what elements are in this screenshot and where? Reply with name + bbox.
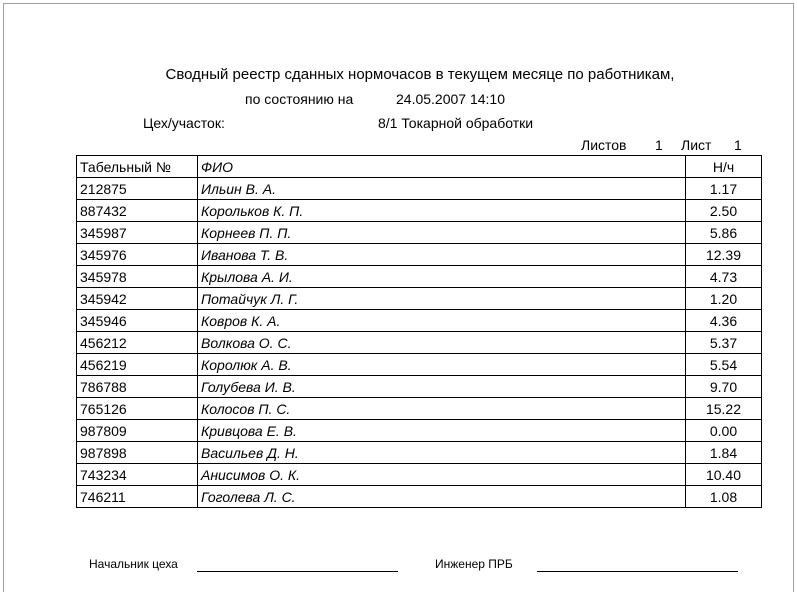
chief-signature-line xyxy=(197,571,398,572)
personnel-number-cell: 765126 xyxy=(77,398,198,420)
table-row xyxy=(77,486,762,508)
table-row xyxy=(77,288,762,310)
norm-hours-cell: 12.39 xyxy=(686,244,762,266)
employee-name-cell: Корнеев П. П. xyxy=(198,222,686,244)
sheet-number-value: 1 xyxy=(734,137,742,153)
table-row xyxy=(77,244,762,266)
employee-name-cell: Кривцова Е. В. xyxy=(198,420,686,442)
table-row xyxy=(77,398,762,420)
column-header-id: Табельный № xyxy=(77,156,198,178)
employee-name-cell: Васильев Д. Н. xyxy=(198,442,686,464)
table-row xyxy=(77,376,762,398)
table-row xyxy=(77,200,762,222)
table-row xyxy=(77,354,762,376)
personnel-number-cell: 345946 xyxy=(77,310,198,332)
norm-hours-cell: 5.86 xyxy=(686,222,762,244)
employee-name-cell: Гоголева Л. С. xyxy=(198,486,686,508)
table-header-row xyxy=(77,156,762,178)
table-row xyxy=(77,178,762,200)
sheets-count-label: Листов xyxy=(581,137,627,153)
chief-signature-label: Начальник цеха xyxy=(89,557,178,571)
employee-name-cell: Иванова Т. В. xyxy=(198,244,686,266)
norm-hours-cell: 1.20 xyxy=(686,288,762,310)
personnel-number-cell: 456219 xyxy=(77,354,198,376)
engineer-signature-line xyxy=(537,571,738,572)
personnel-number-cell: 746211 xyxy=(77,486,198,508)
personnel-number-cell: 345978 xyxy=(77,266,198,288)
sheet-number-label: Лист xyxy=(681,137,712,153)
personnel-number-cell: 743234 xyxy=(77,464,198,486)
column-header-name: ФИО xyxy=(198,156,686,178)
employee-name-cell: Потайчук Л. Г. xyxy=(198,288,686,310)
report-title: Сводный реестр сданных нормочасов в текущем месяце по работникам, xyxy=(165,66,675,83)
personnel-number-cell: 987809 xyxy=(77,420,198,442)
column-header-hours: Н/ч xyxy=(686,156,762,178)
norm-hours-cell: 2.50 xyxy=(686,200,762,222)
norm-hours-cell: 5.37 xyxy=(686,332,762,354)
as-of-label: по состоянию на xyxy=(245,91,354,107)
employee-name-cell: Колосов П. С. xyxy=(198,398,686,420)
norm-hours-cell: 1.08 xyxy=(686,486,762,508)
norm-hours-cell: 0.00 xyxy=(686,420,762,442)
personnel-number-cell: 456212 xyxy=(77,332,198,354)
table-row xyxy=(77,464,762,486)
norm-hours-cell: 4.36 xyxy=(686,310,762,332)
norm-hours-cell: 4.73 xyxy=(686,266,762,288)
personnel-number-cell: 345987 xyxy=(77,222,198,244)
employee-name-cell: Крылова А. И. xyxy=(198,266,686,288)
table-row xyxy=(77,266,762,288)
norm-hours-cell: 10.40 xyxy=(686,464,762,486)
norm-hours-cell: 1.17 xyxy=(686,178,762,200)
personnel-number-cell: 887432 xyxy=(77,200,198,222)
norm-hours-cell: 5.54 xyxy=(686,354,762,376)
department-label: Цех/участок: xyxy=(143,115,225,131)
table-row xyxy=(77,222,762,244)
employee-name-cell: Ковров К. А. xyxy=(198,310,686,332)
employee-name-cell: Волкова О. С. xyxy=(198,332,686,354)
table-row xyxy=(77,442,762,464)
personnel-number-cell: 345942 xyxy=(77,288,198,310)
personnel-number-cell: 212875 xyxy=(77,178,198,200)
personnel-number-cell: 345976 xyxy=(77,244,198,266)
norm-hours-cell: 15.22 xyxy=(686,398,762,420)
department-value: 8/1 Токарной обработки xyxy=(378,115,534,131)
norm-hours-cell: 1.84 xyxy=(686,442,762,464)
employee-name-cell: Ильин В. А. xyxy=(198,178,686,200)
table-row xyxy=(77,420,762,442)
engineer-signature-label: Инженер ПРБ xyxy=(435,557,513,571)
table-row xyxy=(77,310,762,332)
norm-hours-cell: 9.70 xyxy=(686,376,762,398)
employee-name-cell: Голубева И. В. xyxy=(198,376,686,398)
employee-name-cell: Королюк А. В. xyxy=(198,354,686,376)
employee-name-cell: Корольков К. П. xyxy=(198,200,686,222)
registry-table xyxy=(76,155,762,508)
as-of-value: 24.05.2007 14:10 xyxy=(396,91,505,107)
sheets-count-value: 1 xyxy=(655,137,663,153)
personnel-number-cell: 987898 xyxy=(77,442,198,464)
employee-name-cell: Анисимов О. К. xyxy=(198,464,686,486)
personnel-number-cell: 786788 xyxy=(77,376,198,398)
table-body xyxy=(77,178,762,508)
table-row xyxy=(77,332,762,354)
